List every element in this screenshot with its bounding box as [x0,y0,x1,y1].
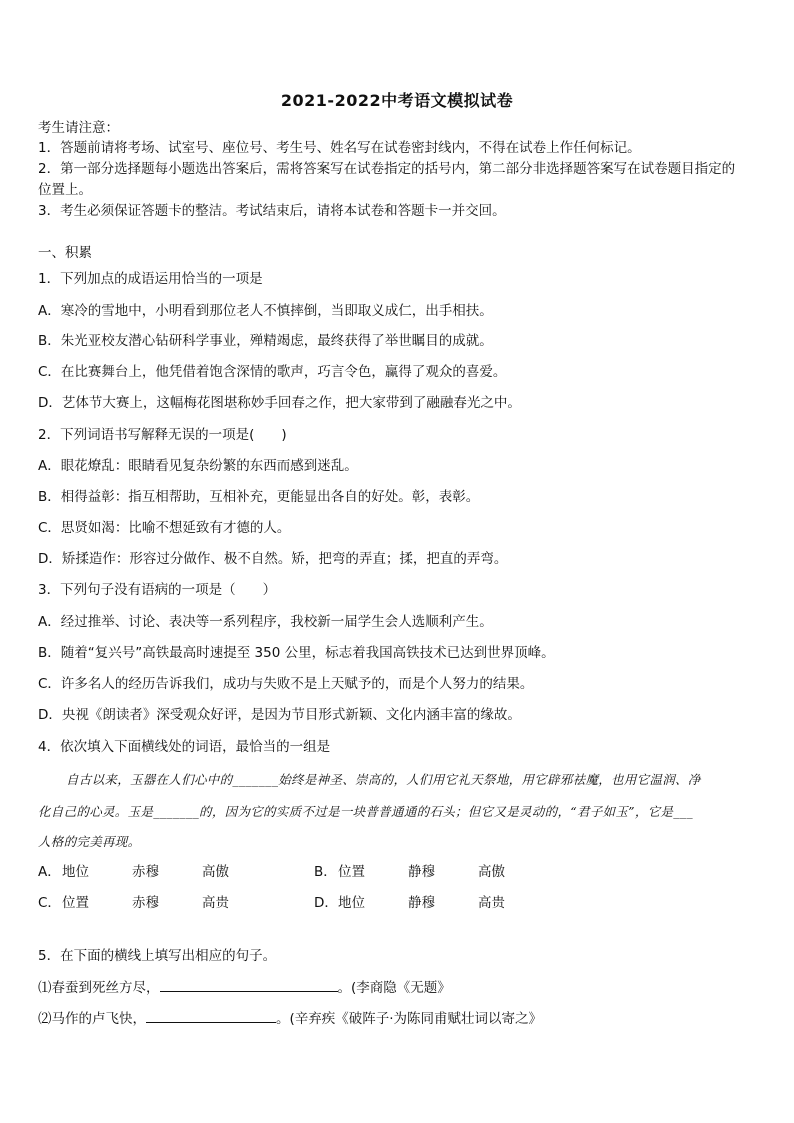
q4-passage-line: 化自己的心灵。玉是_______的，因为它的实质不过是一块普普通通的石头；但它又是灵动的，“君子如玉”，它是___ [38,804,693,819]
q5-item-number: ⑵ [38,1011,52,1027]
exam-title: 2021-2022中考语文模拟试卷 [280,91,514,110]
q1-option-a: A．寒冷的雪地中，小明看到那位老人不慎摔倒，当即取义成仁，出手相扶。 [38,303,493,319]
q3-option-b: B．随着“复兴号”高铁最高时速提至 350 公里，标志着我国高铁技术已达到世界顶峰。 [38,645,555,661]
q4-option-word: 位置 [338,864,365,880]
q2-option-c: C．思贤如渴：比喻不想延致有才德的人。 [38,520,291,536]
q1-option-c: C．在比赛舞台上，他凭借着饱含深情的歌声，巧言令色，赢得了观众的喜爱。 [38,364,507,380]
q4-option-word: 静穆 [408,864,435,880]
q5-item-number: ⑴ [38,980,52,996]
q4-option-letter: B． [314,864,337,880]
notice-item: 2．第一部分选择题每小题选出答案后，需将答案写在试卷指定的括号内，第二部分非选择题答案写在试卷题目指定的 [38,161,736,177]
q4-passage-line: 人格的完美再现。 [38,834,141,849]
q1-option-d: D．艺体节大赛上，这幅梅花图堪称妙手回春之作，把大家带到了融融春光之中。 [38,395,521,411]
q3-option-d: D．央视《朗读者》深受观众好评，是因为节目形式新颖、文化内涵丰富的缘故。 [38,707,521,723]
answer-blank[interactable] [160,977,338,992]
q3-stem: 3．下列句子没有语病的一项是（ ） [38,582,277,598]
q5-item [38,1008,542,1029]
q4-option-word: 高傲 [202,864,229,880]
q2-option-b: B．相得益彰：指互相帮助，互相补充，更能显出各自的好处。彰，表彰。 [38,489,480,505]
notice-header: 考生请注意： [38,120,119,136]
q4-option-word: 高贵 [478,895,505,911]
notice-item: 位置上。 [38,182,92,198]
q2-stem: 2．下列词语书写解释无误的一项是( ) [38,427,287,443]
q5-item-text: 马作的卢飞快， [51,1011,146,1027]
q4-option-word: 静穆 [408,895,435,911]
q5-item-source: 。(李商隐《无题》 [337,980,451,996]
q4-passage-line: 自古以来，玉器在人们心中的_______始终是神圣、崇高的，人们用它礼天祭地，用它辟邪祛魔，也用它温润、净 [66,772,701,787]
q4-option-word: 赤穆 [132,895,159,911]
q5-item-text: 春蚕到死丝方尽， [51,980,160,996]
q4-option-word: 地位 [62,864,89,880]
q4-option-word: 位置 [62,895,89,911]
q4-option-word: 高贵 [202,895,229,911]
q4-option-letter: A． [38,864,61,880]
q3-option-a: A．经过推举、讨论、表决等一系列程序，我校新一届学生会人选顺利产生。 [38,614,493,630]
q4-option-word: 高傲 [478,864,505,880]
q4-option-word: 赤穆 [132,864,159,880]
answer-blank[interactable] [146,1008,276,1023]
notice-item: 3．考生必须保证答题卡的整洁。考试结束后，请将本试卷和答题卡一并交回。 [38,203,506,219]
q5-item [38,977,451,998]
q5-item-source: 。(辛弃疾《破阵子·为陈同甫赋壮词以寄之》 [276,1011,543,1027]
notice-item: 1．答题前请将考场、试室号、座位号、考生号、姓名写在试卷密封线内，不得在试卷上作任何标记。 [38,140,641,156]
q5-stem: 5．在下面的横线上填写出相应的句子。 [38,948,277,964]
q4-option-letter: C． [38,895,61,911]
q1-option-b: B．朱光亚校友潜心钻研科学事业，殚精竭虑，最终获得了举世瞩目的成就。 [38,333,493,349]
q2-option-a: A．眼花燎乱：眼睛看见复杂纷繁的东西而感到迷乱。 [38,458,358,474]
section-heading: 一、积累 [38,245,92,261]
q4-stem: 4．依次填入下面横线处的词语，最恰当的一组是 [38,739,331,755]
q2-option-d: D．矫揉造作：形容过分做作、极不自然。矫，把弯的弄直；揉，把直的弄弯。 [38,551,508,567]
q1-stem: 1．下列加点的成语运用恰当的一项是 [38,271,263,287]
q3-option-c: C．许多名人的经历告诉我们，成功与失败不是上天赋予的，而是个人努力的结果。 [38,676,534,692]
q4-option-word: 地位 [338,895,365,911]
q4-option-letter: D． [314,895,338,911]
